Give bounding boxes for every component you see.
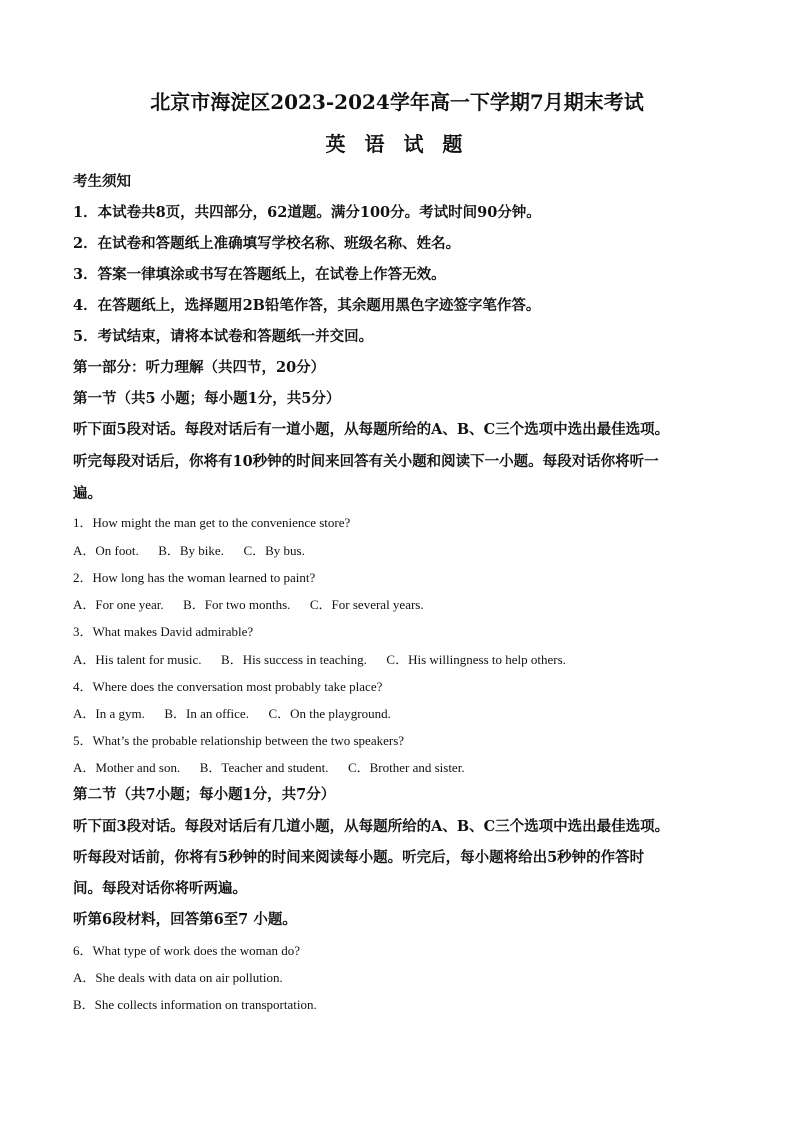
material-heading: 听第6段材料，回答第6至7 小题。 xyxy=(73,911,297,928)
option-c: C．Brother and sister. xyxy=(347,760,465,775)
question-3: 3．What makes David admirable? xyxy=(73,624,254,639)
section2-instruction: 听每段对话前，你将有5秒钟的时间来阅读每小题。听完后，每小题将给出5秒钟的作答时 xyxy=(73,849,645,866)
option-b: B．By bike. xyxy=(158,543,224,558)
question-6-option-b: B．She collects information on transportation. xyxy=(73,997,317,1012)
question-4: 4．Where does the conversation most probably take place? xyxy=(73,679,383,694)
notice-item: 4．在答题纸上，选择题用2B铅笔作答，其余题用黑色字迹签字笔作答。 xyxy=(73,297,541,314)
option-b: B．Teacher and student. xyxy=(199,760,329,775)
question-1: 1．How might the man get to the convenience store? xyxy=(73,515,351,530)
option-a: A．His talent for music. xyxy=(73,652,202,667)
notice-item: 1．本试卷共8页，共四部分，62道题。满分100分。考试时间90分钟。 xyxy=(73,204,541,221)
option-a: A．For one year. xyxy=(73,597,164,612)
part1-heading: 第一部分：听力理解（共四节，20分） xyxy=(73,359,326,376)
section2-heading: 第二节（共7小题；每小题1分，共7分） xyxy=(73,786,336,803)
question-6: 6．What type of work does the woman do? xyxy=(73,943,301,958)
option-b: B．For two months. xyxy=(183,597,291,612)
question-3-options xyxy=(73,649,566,668)
section1-instruction: 听下面5段对话。每段对话后有一道小题，从每题所给的A、B、C三个选项中选出最佳选项。 xyxy=(73,421,670,438)
question-5: 5．What’s the probable relationship between the two speakers? xyxy=(73,733,405,748)
option-a: A．On foot. xyxy=(73,543,139,558)
page-subtitle: 英 语 试 题 xyxy=(325,132,469,156)
question-2-options xyxy=(73,594,424,613)
section1-heading: 第一节（共5 小题；每小题1分，共5分） xyxy=(73,390,341,407)
notice-heading: 考生须知 xyxy=(73,173,131,190)
question-6-option-a: A．She deals with data on air pollution. xyxy=(73,970,283,985)
option-c: C．His willingness to help others. xyxy=(386,652,566,667)
option-a: A．In a gym. xyxy=(73,706,145,721)
question-5-options xyxy=(73,757,465,776)
section2-instruction: 间。每段对话你将听两遍。 xyxy=(73,880,247,897)
option-a: A．Mother and son. xyxy=(73,760,181,775)
question-1-options xyxy=(73,540,305,559)
section1-instruction: 听完每段对话后，你将有10秒钟的时间来回答有关小题和阅读下一小题。每段对话你将听一 xyxy=(73,453,659,470)
option-b: B．His success in teaching. xyxy=(221,652,367,667)
option-c: C．For several years. xyxy=(309,597,424,612)
option-c: C．By bus. xyxy=(243,543,305,558)
notice-item: 5．考试结束，请将本试卷和答题纸一并交回。 xyxy=(73,328,374,345)
question-2: 2．How long has the woman learned to paint? xyxy=(73,570,316,585)
option-c: C．On the playground. xyxy=(268,706,391,721)
section1-instruction: 遍。 xyxy=(73,485,102,502)
notice-item: 3．答案一律填涂或书写在答题纸上，在试卷上作答无效。 xyxy=(73,266,446,283)
page-title: 北京市海淀区2023-2024学年高一下学期7月期末考试 xyxy=(150,90,644,114)
section2-instruction: 听下面3段对话。每段对话后有几道小题，从每题所给的A、B、C三个选项中选出最佳选项。 xyxy=(73,818,670,835)
question-4-options xyxy=(73,703,391,722)
option-b: B．In an office. xyxy=(164,706,249,721)
notice-item: 2．在试卷和答题纸上准确填写学校名称、班级名称、姓名。 xyxy=(73,235,461,252)
